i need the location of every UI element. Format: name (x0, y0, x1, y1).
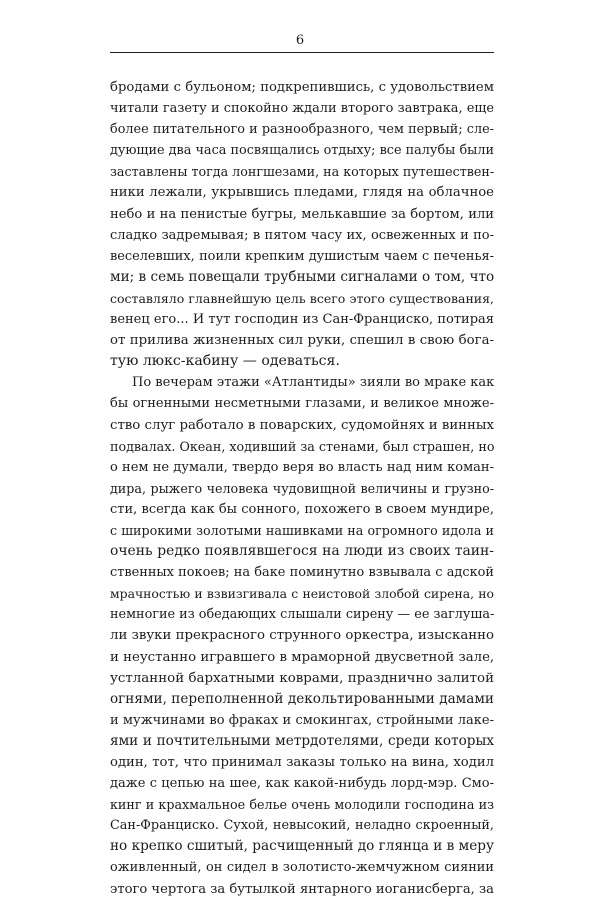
text-line: бродами с бульоном; подкрепившись, с удовольствием (110, 80, 494, 95)
text-line: составляло главнейшую цель всего этого существования, (110, 290, 494, 306)
paragraph (110, 77, 494, 372)
text-line: ники лежали, укрывшись пледами, глядя на облачное (110, 185, 494, 201)
text-line: По вечерам этажи «Атлантиды» зияли во мраке как (132, 375, 495, 391)
text-line: бы огненными несметными глазами, и великое множе- (110, 396, 494, 412)
text-line: ство слуг работало в поварских, судомойнях и винных (110, 417, 494, 433)
text-line: устланной бархатными коврами, празднично залитой (110, 670, 494, 686)
text-line: мрачностью и взвизгивала с неистовой злобой сирена, но (110, 586, 494, 602)
text-line: небо и на пенистые бугры, мелькавшие за бортом, или (110, 206, 494, 222)
text-line: этого чертога за бутылкой янтарного иоганисберга, за (110, 881, 494, 897)
text-line: ли звуки прекрасного струнного оркестра, изысканно (110, 628, 494, 644)
text-line: о нем не думали, твердо веря во власть над ним коман- (110, 459, 494, 475)
text-line: сладко задремывая; в пятом часу их, освеженных и по- (110, 227, 494, 243)
page-number: 6 (295, 33, 305, 48)
text-line: тую люкс-кабину — одеваться. (110, 353, 340, 370)
text-line: веселевших, поили крепким душистым чаем с печенья- (110, 248, 494, 264)
text-line: оживленный, он сидел в золотисто-жемчужном сиянии (110, 860, 494, 876)
text-line: Сан-Франциско. Сухой, невысокий, неладно скроенный, (110, 818, 494, 834)
text-line: немногие из обедающих слышали сирену — ее заглуша- (110, 607, 495, 623)
text-line: даже с цепью на шее, как какой-нибудь лорд-мэр. Смо- (110, 776, 494, 792)
text-line: дующие два часа посвящались отдыху; все палубы были (110, 143, 494, 159)
text-line: более питательного и разнообразного, чем первый; сле- (110, 122, 494, 138)
text-line: кинг и крахмальное белье очень молодили господина из (110, 797, 494, 813)
text-line: огнями, переполненной декольтированными дамами (110, 690, 494, 707)
text-line: сти, всегда как бы сонного, похожего в своем мундире, (110, 501, 494, 517)
text-line: и мужчинами во фраках и смокингах, стройными лаке- (110, 712, 494, 728)
text-line: но крепко сшитый, расчищенный до глянца и в меру (110, 838, 494, 855)
text-line: очень редко появлявшегося на люди из своих таин- (110, 543, 494, 560)
text-line: венец его... И тут господин из Сан-Франциско, потирая (110, 312, 494, 328)
body-text (110, 77, 494, 900)
text-line: заставлены тогда лонгшезами, на которых путешествен- (110, 164, 495, 180)
text-line: дира, рыжего человека чудовищной величины и грузно- (110, 480, 494, 496)
header-rule (110, 52, 494, 53)
paragraph (110, 372, 494, 899)
text-line: от прилива жизненных сил руки, спешил в свою бога- (110, 333, 494, 349)
text-line: с широкими золотыми нашивками на огромного идола и (110, 522, 494, 538)
text-line: читали газету и спокойно ждали второго завтрака, еще (110, 101, 494, 117)
text-line: ями и почтительными метрдотелями, среди которых (110, 732, 494, 749)
text-line: один, тот, что принимал заказы только на вина, ходил (110, 755, 494, 770)
text-line: и неустанно игравшего в мраморной двусветной зале, (110, 649, 495, 665)
text-line: подвалах. Океан, ходивший за стенами, был страшен, но (110, 438, 495, 454)
text-line: ственных покоев; на баке поминутно взвывала с адской (110, 565, 494, 581)
text-line: ми; в семь повещали трубными сигналами о том, что (110, 268, 495, 285)
